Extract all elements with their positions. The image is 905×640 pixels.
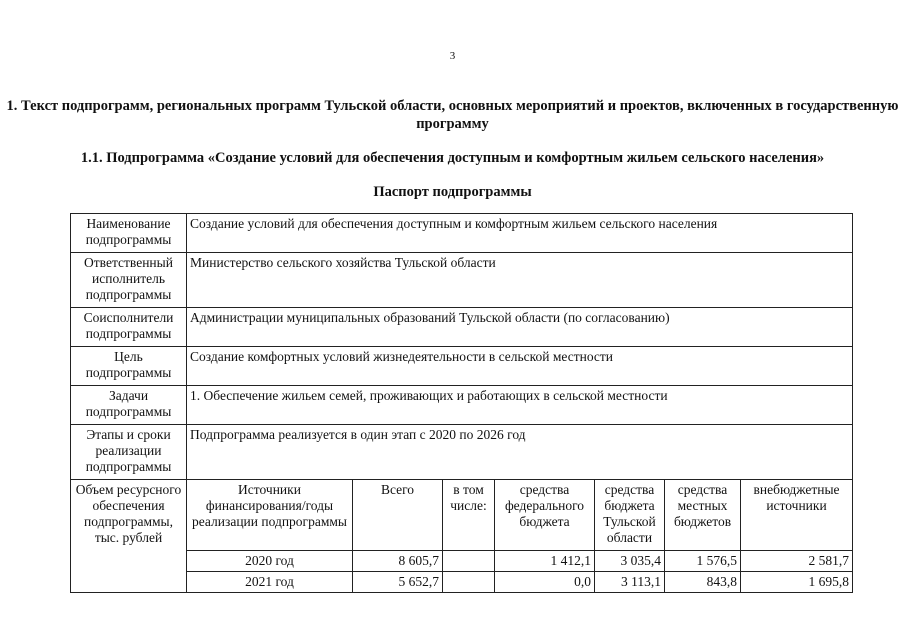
funding-row: [71, 551, 853, 572]
column-header: средства федерального бюджета: [495, 480, 595, 551]
row-label: Наименование подпрограммы: [71, 214, 187, 253]
table-row: [71, 214, 853, 253]
local-cell: 1 576,5: [665, 551, 741, 572]
regional-cell: 3 035,4: [595, 551, 665, 572]
passport-table: [70, 213, 853, 593]
funding-header-row: [71, 480, 853, 551]
table-row: [71, 386, 853, 425]
row-value: 1. Обеспечение жильем семей, проживающих и работающих в сельской местности: [187, 386, 853, 425]
extra-cell: 2 581,7: [741, 551, 853, 572]
row-label: Ответственный исполнитель подпрограммы: [71, 253, 187, 308]
local-cell: 843,8: [665, 572, 741, 593]
column-header: Всего: [353, 480, 443, 551]
row-value: Подпрограмма реализуется в один этап с 2020 по 2026 год: [187, 425, 853, 480]
federal-cell: 0,0: [495, 572, 595, 593]
column-header: средства местных бюджетов: [665, 480, 741, 551]
row-label: Задачи подпрограммы: [71, 386, 187, 425]
incl-cell: [443, 572, 495, 593]
column-header: внебюджетные источники: [741, 480, 853, 551]
column-header: в том числе:: [443, 480, 495, 551]
total-cell: 5 652,7: [353, 572, 443, 593]
year-cell: 2020 год: [187, 551, 353, 572]
page-number: 3: [449, 50, 456, 62]
regional-cell: 3 113,1: [595, 572, 665, 593]
row-label: Цель подпрограммы: [71, 347, 187, 386]
row-value: Администрации муниципальных образований Тульской области (по согласованию): [187, 308, 853, 347]
section-heading: 1. Текст подпрограмм, региональных программ Тульской области, основных мероприятий и проектов, включенных в государственную программу: [6, 98, 899, 132]
column-header: средства бюджета Тульской области: [595, 480, 665, 551]
funding-label: Объем ресурсного обеспечения подпрограммы, тыс. рублей: [71, 480, 187, 593]
row-label: Этапы и сроки реализации подпрограммы: [71, 425, 187, 480]
year-cell: 2021 год: [187, 572, 353, 593]
total-cell: 8 605,7: [353, 551, 443, 572]
column-header: Источники финансирования/годы реализации подпрограммы: [187, 480, 353, 551]
funding-row: [71, 572, 853, 593]
passport-title: Паспорт подпрограммы: [373, 184, 532, 200]
row-value: Министерство сельского хозяйства Тульской области: [187, 253, 853, 308]
row-value: Создание условий для обеспечения доступным и комфортным жильем сельского населения: [187, 214, 853, 253]
subprogram-heading: 1.1. Подпрограмма «Создание условий для обеспечения доступным и комфортным жильем сельского населения»: [80, 150, 825, 166]
table-row: [71, 347, 853, 386]
incl-cell: [443, 551, 495, 572]
federal-cell: 1 412,1: [495, 551, 595, 572]
row-value: Создание комфортных условий жизнедеятельности в сельской местности: [187, 347, 853, 386]
row-label: Соисполнители подпрограммы: [71, 308, 187, 347]
table-row: [71, 425, 853, 480]
table-row: [71, 253, 853, 308]
extra-cell: 1 695,8: [741, 572, 853, 593]
table-row: [71, 308, 853, 347]
